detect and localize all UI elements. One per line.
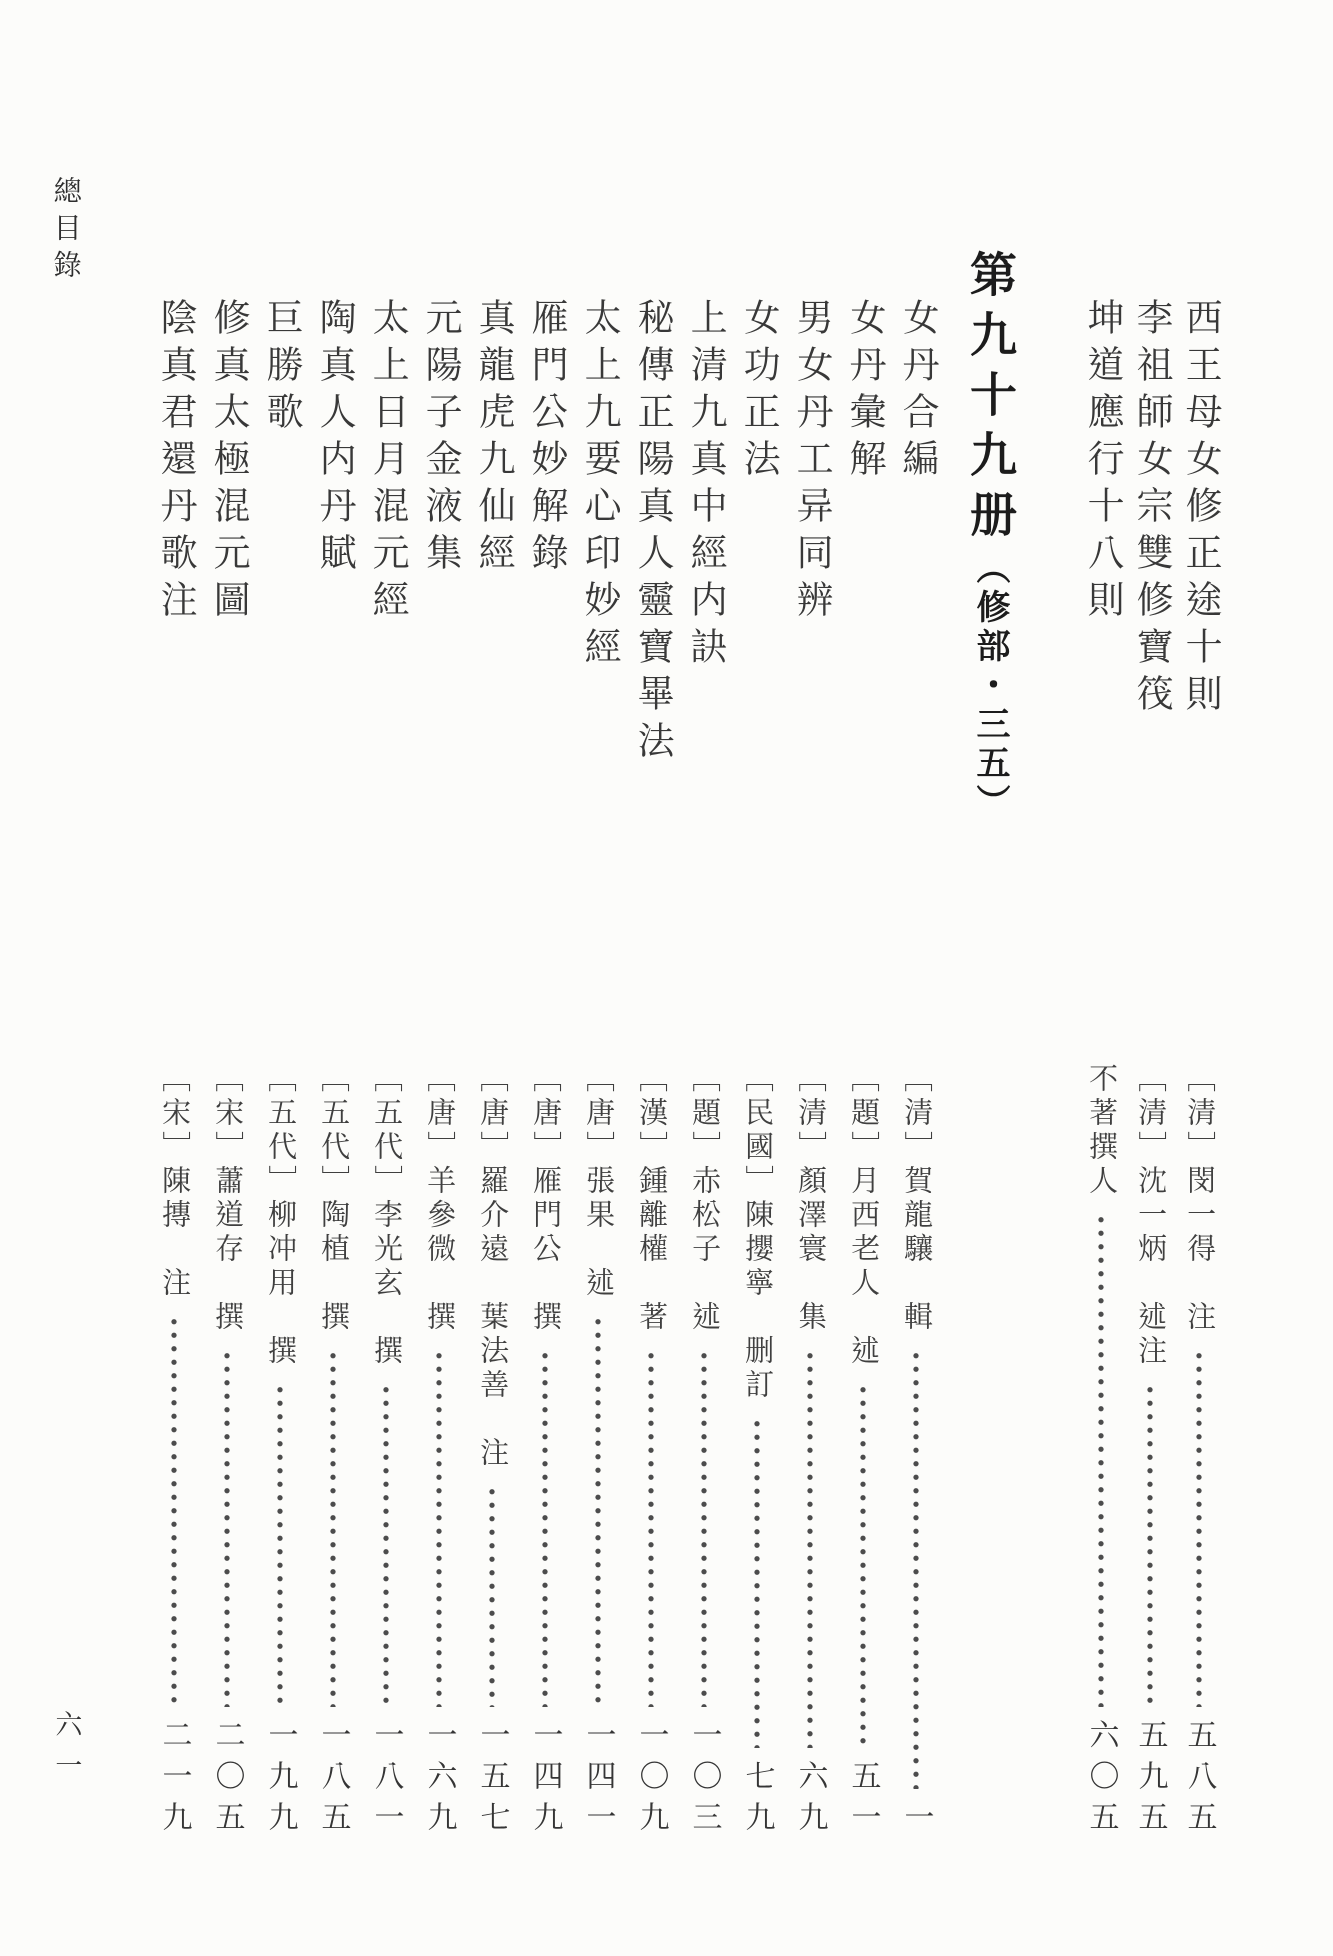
- toc-entry: [415, 298, 463, 1842]
- toc-entry: [521, 298, 569, 1842]
- entry-title: 上清九真中經内訣: [684, 298, 726, 674]
- entry-title: 秘傳正陽真人靈寶畢法: [631, 298, 673, 768]
- entry-title: 真龍虎九仙經: [472, 298, 514, 580]
- dotted-leader: [277, 1383, 283, 1707]
- dotted-leader: [701, 1349, 707, 1707]
- entry-page-number: 一四一: [581, 1719, 615, 1842]
- toc-entry: [1126, 298, 1174, 1842]
- dotted-leader: [754, 1417, 760, 1748]
- entry-page-number: 五八五: [1182, 1719, 1216, 1842]
- entry-page-number: 一五七: [475, 1719, 509, 1842]
- entry-author: ［五代］李光玄 撰: [370, 1063, 403, 1369]
- entry-author: ［清］閔一得 注: [1183, 1063, 1216, 1335]
- entry-author: ［宋］蕭道存 撰: [211, 1063, 244, 1335]
- dotted-leader: [913, 1349, 919, 1789]
- entry-title: 太上九要心印妙經: [578, 298, 620, 674]
- dotted-leader: [489, 1485, 495, 1707]
- entry-page-number: 二一九: [157, 1719, 191, 1842]
- entry-title: 陶真人内丹賦: [313, 298, 355, 580]
- entry-title: 元陽子金液集: [419, 298, 461, 580]
- entry-title: 西王母女修正途十則: [1179, 298, 1221, 721]
- entry-author: ［題］月西老人 述: [847, 1063, 880, 1369]
- entry-title: 女丹合編: [896, 298, 938, 486]
- toc-entry: [468, 298, 516, 1842]
- entry-title: 李祖師女宗雙修寶筏: [1130, 298, 1172, 721]
- entry-title: 巨勝歌: [260, 298, 302, 439]
- entry-author: ［唐］雁門公 撰: [529, 1063, 562, 1335]
- toc-entry: [892, 298, 940, 1842]
- toc-entry: [150, 298, 198, 1842]
- entry-author: ［五代］陶植 撰: [317, 1063, 350, 1335]
- dotted-leader: [224, 1349, 230, 1707]
- toc-entry: [574, 298, 622, 1842]
- volume-heading: [962, 250, 1016, 823]
- toc-entry: [627, 298, 675, 1842]
- entry-author: ［唐］羅介遠 葉法善 注: [476, 1063, 509, 1471]
- dotted-leader: [648, 1349, 654, 1707]
- toc-entry: [1077, 298, 1125, 1842]
- dotted-leader: [860, 1383, 866, 1748]
- entry-page-number: 六九: [793, 1760, 827, 1842]
- entry-title: 女功正法: [737, 298, 779, 486]
- toc-entry: [786, 298, 834, 1842]
- entry-page-number: 五九五: [1133, 1719, 1167, 1842]
- entry-page-number: 一: [899, 1801, 933, 1842]
- entry-title: 女丹彙解: [843, 298, 885, 486]
- toc-entry: [309, 298, 357, 1842]
- entry-page-number: 七九: [740, 1760, 774, 1842]
- entry-page-number: 一〇九: [634, 1719, 668, 1842]
- entry-author: ［清］沈一炳 述注: [1134, 1063, 1167, 1369]
- entry-page-number: 一九九: [263, 1719, 297, 1842]
- entry-page-number: 六〇五: [1084, 1719, 1118, 1842]
- entry-author: ［清］賀龍驤 輯: [900, 1063, 933, 1335]
- entry-page-number: 二〇五: [210, 1719, 244, 1842]
- entry-author: ［漢］鍾離權 著: [635, 1063, 668, 1335]
- entry-author: 不著撰人: [1085, 1063, 1118, 1199]
- entry-title: 雁門公妙解錄: [525, 298, 567, 580]
- volume-heading-sub: （修部・三五）: [971, 550, 1009, 823]
- toc-entry: [1175, 298, 1223, 1842]
- entry-title: 陰真君還丹歌注: [154, 298, 196, 627]
- dotted-leader: [383, 1383, 389, 1707]
- toc-entry: [680, 298, 728, 1842]
- toc-entry: [203, 298, 251, 1842]
- entry-author: ［唐］羊參微 撰: [423, 1063, 456, 1335]
- dotted-leader: [330, 1349, 336, 1707]
- entry-page-number: 一〇三: [687, 1719, 721, 1842]
- entry-title: 修真太極混元圖: [207, 298, 249, 627]
- dotted-leader: [1196, 1349, 1202, 1707]
- dotted-leader: [1147, 1383, 1153, 1707]
- entry-page-number: 一八一: [369, 1719, 403, 1842]
- entry-page-number: 一八五: [316, 1719, 350, 1842]
- toc-entry: [362, 298, 410, 1842]
- entry-author: ［民國］陳攖寧 删訂: [741, 1063, 774, 1403]
- entry-author: ［唐］張果 述: [582, 1063, 615, 1301]
- dotted-leader: [542, 1349, 548, 1707]
- dotted-leader: [807, 1349, 813, 1748]
- dotted-leader: [595, 1315, 601, 1707]
- dotted-leader: [171, 1315, 177, 1707]
- volume-heading-main: 第九十九册: [963, 250, 1016, 550]
- entry-author: ［五代］柳冲用 撰: [264, 1063, 297, 1369]
- corner-label: 總目錄: [49, 176, 81, 287]
- entry-author: ［宋］陳摶 注: [158, 1063, 191, 1301]
- toc-entry: [733, 298, 781, 1842]
- entry-author: ［清］顏澤寰 集: [794, 1063, 827, 1335]
- folio-page-number: 六一: [51, 1710, 82, 1792]
- entry-page-number: 五一: [846, 1760, 880, 1842]
- toc-entry: [256, 298, 304, 1842]
- entry-title: 坤道應行十八則: [1081, 298, 1123, 627]
- entry-page-number: 一六九: [422, 1719, 456, 1842]
- entry-title: 男女丹工异同辨: [790, 298, 832, 627]
- entry-page-number: 一四九: [528, 1719, 562, 1842]
- entry-title: 太上日月混元經: [366, 298, 408, 627]
- toc-entry: [839, 298, 887, 1842]
- dotted-leader: [436, 1349, 442, 1707]
- dotted-leader: [1098, 1213, 1104, 1707]
- entry-author: ［題］赤松子 述: [688, 1063, 721, 1335]
